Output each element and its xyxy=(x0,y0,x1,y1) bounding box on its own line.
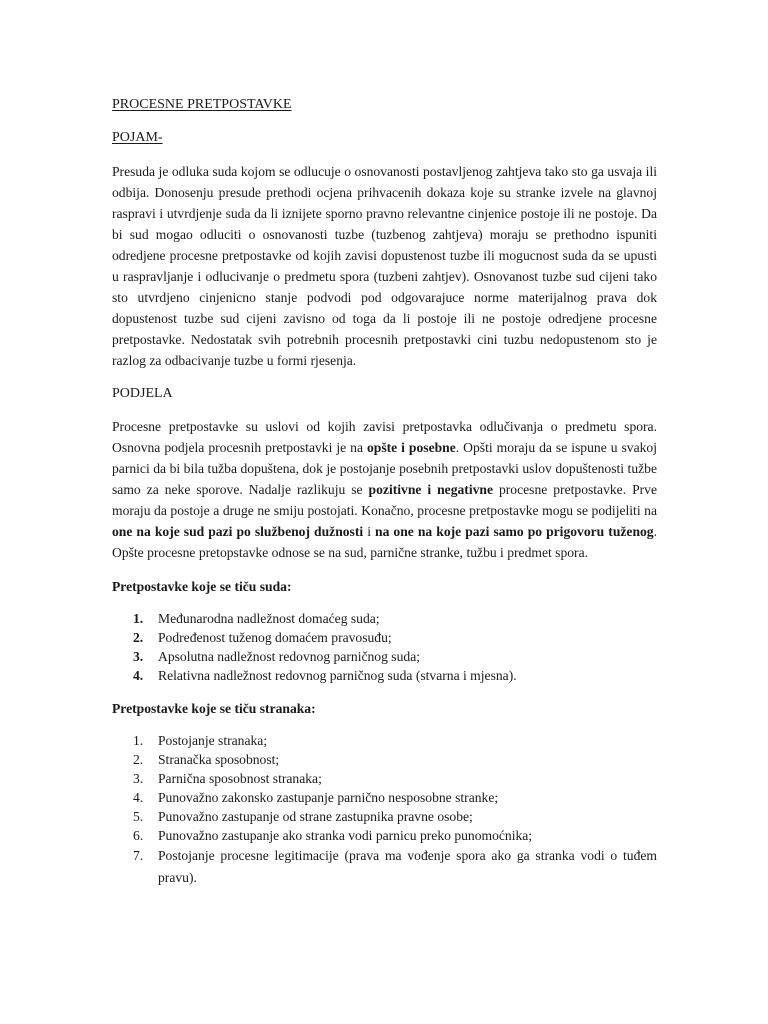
list-item xyxy=(112,750,657,769)
list-item xyxy=(112,769,657,788)
list-item xyxy=(112,826,657,845)
list-item-number: 6. xyxy=(133,828,144,843)
list-item xyxy=(112,666,657,685)
stranke-heading: Pretpostavke koje se tiču stranaka: xyxy=(112,701,316,716)
list-item-text: Postojanje procesne legitimacije (prava ma vođenje spora ako ga stranka vodi o tuđem pravu). xyxy=(158,848,657,885)
list-item-text: Stranačka sposobnost; xyxy=(158,752,280,767)
list-item-number: 1. xyxy=(133,611,144,626)
list-item-text: Parnična sposobnost stranaka; xyxy=(158,771,322,786)
document-page xyxy=(112,88,657,889)
list-item-text: Međunarodna nadležnost domaćeg suda; xyxy=(158,611,380,626)
list-item xyxy=(112,807,657,826)
podjela-text-1: Procesne pretpostavke su uslovi od kojih zavisi pretpostavka odlučivanja o predmetu spora. Osnovna podjela procesnih pretpostavki je na xyxy=(112,419,657,455)
list-item-text: Relativna nadležnost redovnog parničnog suda (stvarna i mjesna). xyxy=(158,668,517,683)
podjela-text-3: procesne pretpostavke. Prve moraju da postoje a druge ne smiju postojati. Konačno, procesne pretpostavke mogu se podijeliti na xyxy=(112,482,657,518)
list-item xyxy=(112,788,657,807)
podjela-bold-3: one na koje sud pazi po službenoj dužnosti xyxy=(112,524,364,539)
list-item xyxy=(112,647,657,666)
list-item-number: 5. xyxy=(133,809,144,824)
list-item-number: 4. xyxy=(133,790,144,805)
list-item-text: Punovažno zakonsko zastupanje parnično nesposobne stranke; xyxy=(158,790,499,805)
list-item-number: 2. xyxy=(133,630,144,645)
document-title: PROCESNE PRETPOSTAVKE xyxy=(112,97,292,112)
list-item xyxy=(112,731,657,750)
podjela-heading: PODJELA xyxy=(112,386,173,401)
pojam-heading: POJAM- xyxy=(112,130,163,145)
sud-heading: Pretpostavke koje se tiču suda: xyxy=(112,579,292,594)
stranke-list xyxy=(112,731,657,889)
list-item xyxy=(112,628,657,647)
podjela-bold-1: opšte i posebne xyxy=(366,440,456,455)
podjela-text-4: i xyxy=(363,524,376,539)
list-item-number: 2. xyxy=(133,752,144,767)
list-item xyxy=(112,845,657,889)
list-item-number: 3. xyxy=(133,649,144,664)
podjela-paragraph xyxy=(112,416,657,563)
podjela-bold-2: pozitivne i negativne xyxy=(368,482,494,497)
list-item-number: 1. xyxy=(133,733,144,748)
podjela-bold-4: na one na koje pazi samo po prigovoru tuženog xyxy=(375,524,654,539)
pojam-paragraph: Presuda je odluka suda kojom se odlucuje o osnovanosti postavljenog zahtjeva tako sto ga usvaja ili odbija. Donosenju presude prethodi ocjena prihvacenih dokaza koje su stranke izvele na glavnoj raspravi i utvrdjenje suda da li iznijete sporno pravno relevantne cinjenice postoje ili ne postoje. Da bi sud mogao odluciti o osnovanosti tuzbe (tuzbenog zahtjeva) moraju se prethodno ispuniti odredjene procesne pretpostavke od kojih zavisi dopustenost tuzbe ili mogucnost suda da se upusti u raspravljanje i odlucivanje o predmetu spora (tuzbeni zahtjev). Osnovanost tuzbe sud cijeni tako sto utvrdjeno cinjenicno stanje podvodi pod odgovarajuce norme materijalnog prava dok dopustenost tuzbe sud cijeni zavisno od toga da li postoje ili ne postoje odredjene procesne pretpostavke. Nedostatak svih potrebnih procesnih pretpostavki cini tuzbu nedopustenom sto je razlog za odbacivanje tuzbe u formi rjesenja. xyxy=(112,164,657,368)
list-item-number: 7. xyxy=(133,848,144,863)
list-item-text: Podređenost tuženog domaćem pravosuđu; xyxy=(158,630,392,645)
list-item-text: Punovažno zastupanje od strane zastupnika pravne osobe; xyxy=(158,809,473,824)
list-item-text: Punovažno zastupanje ako stranka vodi parnicu preko punomoćnika; xyxy=(158,828,533,843)
sud-list xyxy=(112,609,657,685)
list-item-number: 4. xyxy=(133,668,144,683)
list-item-number: 3. xyxy=(133,771,144,786)
podjela-text-5: . Opšte procesne pretopstavke odnose se na sud, parnične stranke, tužbu i predmet spora. xyxy=(112,524,658,560)
list-item-text: Postojanje stranaka; xyxy=(158,733,268,748)
list-item-text: Apsolutna nadležnost redovnog parničnog suda; xyxy=(158,649,420,664)
list-item xyxy=(112,609,657,628)
podjela-text-2: . Opšti moraju da se ispune u svakoj parnici da bi bila tužba dopuštena, dok je postojanje posebnih pretpostavki uslov dopuštenosti tužbe samo za neke sporove. Nadalje razlikuju se xyxy=(112,440,657,497)
